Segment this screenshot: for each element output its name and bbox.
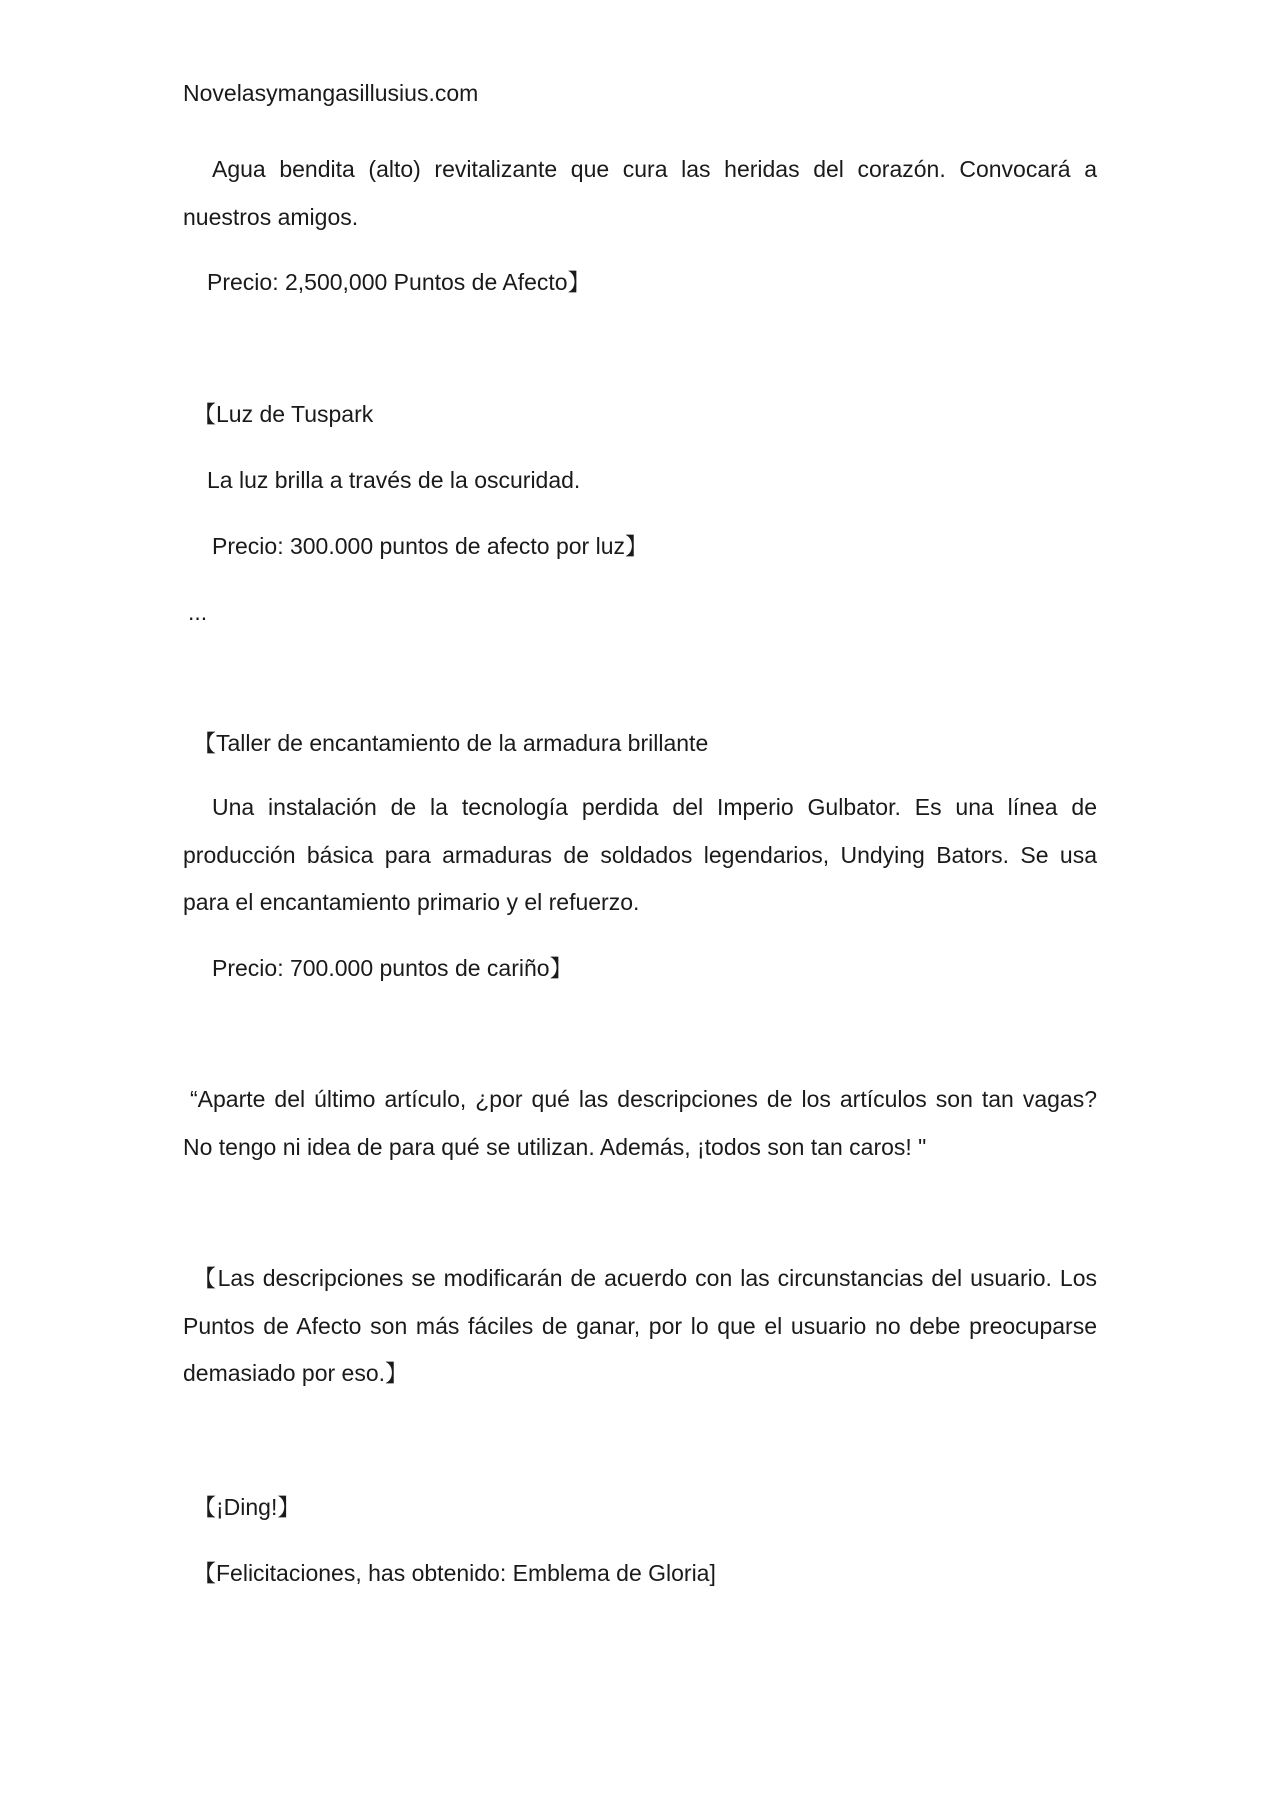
paragraph-ding: 【¡Ding!】 <box>193 1494 301 1520</box>
paragraph-ellipsis: ... <box>188 599 208 625</box>
paragraph-holy-water-description: Agua bendita (alto) revitalizante que cura las heridas del corazón. Convocará a nuestros amigos. <box>183 156 1097 230</box>
paragraph-system-reply: 【Las descripciones se modificarán de acuerdo con las circunstancias del usuario. Los Puntos de Afecto son más fáciles de ganar, por lo que el usuario no debe preocuparse demasiado por eso.】 <box>183 1265 1097 1386</box>
paragraph-tuspark-price: Precio: 300.000 puntos de afecto por luz】 <box>212 533 649 559</box>
paragraph-workshop-title: 【Taller de encantamiento de la armadura brillante <box>193 730 709 756</box>
paragraph-dialogue: “Aparte del último artículo, ¿por qué las descripciones de los artículos son tan vagas? No tengo ni idea de para qué se utilizan. Además, ¡todos son tan caros! " <box>183 1086 1097 1160</box>
paragraph-emblem-obtained: 【Felicitaciones, has obtenido: Emblema de Gloria] <box>193 1560 716 1586</box>
paragraph-workshop-price: Precio: 700.000 puntos de cariño】 <box>212 955 573 981</box>
paragraph-tuspark-description: La luz brilla a través de la oscuridad. <box>207 467 581 493</box>
paragraph-holy-water-price: Precio: 2,500,000 Puntos de Afecto】 <box>207 269 591 295</box>
paragraph-workshop-description: Una instalación de la tecnología perdida del Imperio Gulbator. Es una línea de producción básica para armaduras de soldados legendarios, Undying Bators. Se usa para el encantamiento primario y el refuerzo. <box>183 794 1097 915</box>
paragraph-tuspark-title: 【Luz de Tuspark <box>193 401 374 427</box>
site-header: Novelasymangasillusius.com <box>183 80 479 106</box>
